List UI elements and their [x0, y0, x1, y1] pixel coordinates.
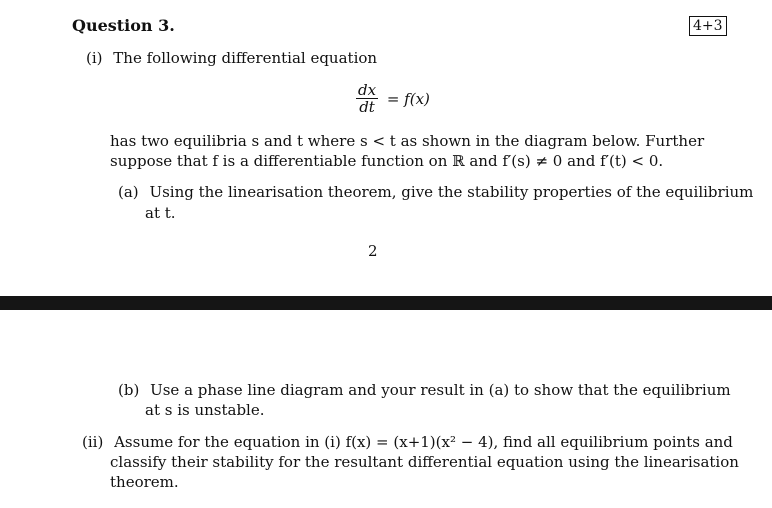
part-i-intro-text: The following differential equation [113, 49, 378, 67]
page-number: 2 [368, 242, 378, 260]
differential-equation [356, 82, 430, 115]
part-b [118, 380, 731, 400]
marks-badge: 4+3 [689, 16, 727, 36]
part-a [118, 182, 753, 202]
fraction-denominator: dt [359, 98, 375, 116]
fraction-numerator: dx [358, 81, 377, 99]
part-i-label: (i) [86, 49, 103, 67]
part-b-line-2: at s is unstable. [145, 401, 265, 419]
part-a-label: (a) [118, 183, 139, 201]
part-ii-line-2: classify their stability for the resultant differential equation using the linearisation [110, 453, 739, 471]
part-i-line-1: has two equilibria s and t where s < t as shown in the diagram below. Further [110, 132, 705, 150]
question-title: Question 3. [72, 16, 175, 35]
part-a-line-2: at t. [145, 204, 176, 222]
equation-rhs: = f(x) [386, 89, 430, 108]
part-i-intro [86, 48, 377, 68]
page-divider [0, 296, 772, 310]
part-ii-line-1: Assume for the equation in (i) f(x) = (x+1)(x² − 4), find all equilibrium points and [114, 433, 733, 451]
part-a-line-1: Using the linearisation theorem, give the stability properties of the equilibrium [149, 183, 754, 201]
derivative-fraction [356, 82, 378, 115]
part-b-label: (b) [118, 381, 140, 399]
part-ii-line-3: theorem. [110, 473, 179, 491]
part-b-line-1: Use a phase line diagram and your result in (a) to show that the equilibrium [150, 381, 731, 399]
part-i-line-2: suppose that f is a differentiable function on ℝ and f′(s) ≠ 0 and f′(t) < 0. [110, 152, 664, 170]
part-ii-label: (ii) [82, 433, 104, 451]
part-ii [82, 432, 733, 452]
